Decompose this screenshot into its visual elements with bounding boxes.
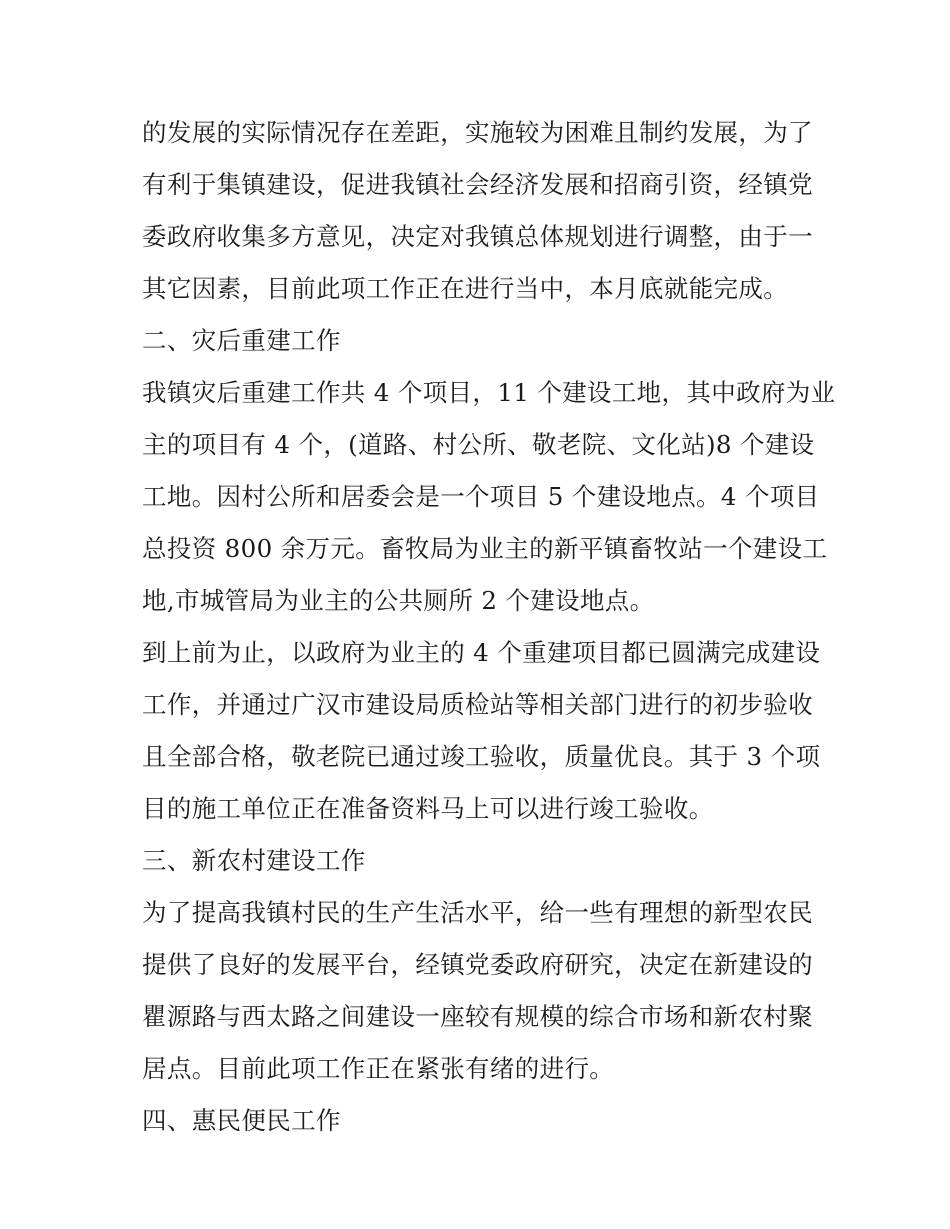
paragraph-line: 工地。因村公所和居委会是一个项目 5 个建设地点。4 个项目	[142, 482, 820, 511]
document-body	[142, 107, 836, 1147]
paragraph-line: 工作，并通过广汉市建设局质检站等相关部门进行的初步验收	[142, 690, 813, 719]
section-heading: 三、新农村建设工作	[142, 846, 366, 875]
paragraph-line: 到上前为止，以政府为业主的 4 个重建项目都已圆满完成建设	[142, 638, 821, 667]
paragraph-line: 有利于集镇建设，促进我镇社会经济发展和招商引资，经镇党	[142, 170, 813, 199]
paragraph-line: 居点。目前此项工作正在紧张有绪的进行。	[142, 1054, 615, 1083]
paragraph-line: 且全部合格，敬老院已通过竣工验收，质量优良。其于 3 个项	[142, 742, 821, 771]
section-heading: 二、灾后重建工作	[142, 326, 341, 355]
paragraph-line: 目的施工单位正在准备资料马上可以进行竣工验收。	[142, 794, 714, 823]
paragraph-line: 总投资 800 余万元。畜牧局为业主的新平镇畜牧站一个建设工	[142, 534, 828, 563]
paragraph-line: 为了提高我镇村民的生产生活水平，给一些有理想的新型农民	[142, 898, 813, 927]
paragraph-line: 委政府收集多方意见，决定对我镇总体规划进行调整，由于一	[142, 222, 813, 251]
section-heading: 四、惠民便民工作	[142, 1106, 341, 1135]
paragraph-line: 其它因素，目前此项工作正在进行当中，本月底就能完成。	[142, 274, 789, 303]
paragraph-line: 主的项目有 4 个，(道路、村公所、敬老院、文化站)8 个建设	[142, 430, 815, 459]
paragraph-line: 的发展的实际情况存在差距，实施较为困难且制约发展，为了	[142, 118, 813, 147]
paragraph-line: 瞿源路与西太路之间建设一座较有规模的综合市场和新农村聚	[142, 1002, 813, 1031]
paragraph-line: 地,市城管局为业主的公共厕所 2 个建设地点。	[142, 586, 655, 615]
paragraph-line: 我镇灾后重建工作共 4 个项目，11 个建设工地，其中政府为业	[142, 378, 836, 407]
paragraph-line: 提供了良好的发展平台，经镇党委政府研究，决定在新建设的	[142, 950, 813, 979]
